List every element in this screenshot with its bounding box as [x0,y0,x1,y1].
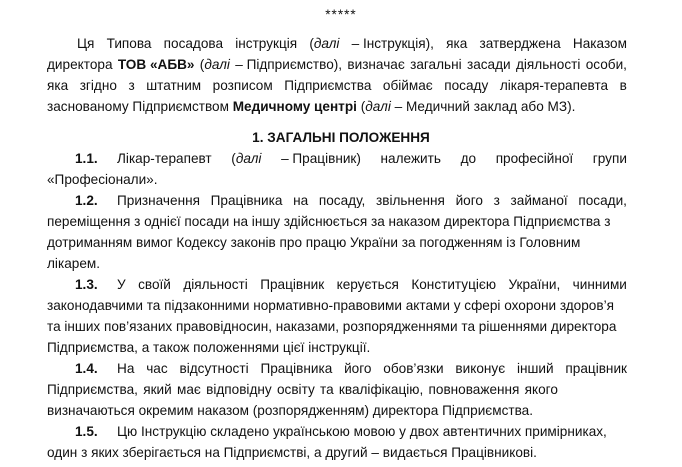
intro-word: Підприємства [284,78,372,93]
intro-line-3 [47,75,627,96]
intro-word: яка [446,36,468,51]
item-1-2-line-4: лікарем. [47,256,101,271]
item-number: 1.4. [75,361,98,376]
intro-word: посадова [163,36,224,51]
company-name: ТОВ «АБВ» [117,57,195,72]
intro-word: затверджена [479,36,561,51]
intro-word: посаду [444,78,489,93]
intro-word: (далі [309,36,340,51]
intro-word: засади [466,57,511,72]
intro-word: Наказом [572,36,627,51]
intro-word: Типова [106,36,152,51]
intro-word: в [619,78,627,93]
intro-line-4: заснованому Підприємством Медичному центрі (далі – Медичний заклад або МЗ). [47,99,576,114]
item-number: 1.3. [75,277,98,292]
item-1-3-line-4: Підприємства, а також положеннями цієї інструкції. [47,340,371,355]
item-1-4-line-2: Підприємства, який має відповідну освіту та кваліфікацію, повноваження якого [47,382,558,397]
intro-word: (далі [199,57,230,72]
intro-line-2 [47,54,627,75]
item-1-5-line-1: 1.5. Цю Інструкцію складено українською мовою у двох автентичних примірниках, [47,421,627,442]
intro-word: з [128,78,135,93]
intro-word: – Підприємство), [235,57,343,72]
item-1-5-line-2: один з яких зберігається на Підприємстві, а другий – видається Працівникові. [47,445,537,460]
medical-center-name: Медичному центрі [232,99,357,114]
item-1-2-line-3: дотриманням вимог Кодексу законів про працю України за погодженням із Головним [47,235,581,250]
section-title: 1. ЗАГАЛЬНІ ПОЛОЖЕННЯ [252,130,430,145]
intro-word: загальні [410,57,462,72]
item-1-3-line-3: та інших пов’язаних правовідносин, наказами, розпорядженнями та рішеннями директора [47,319,617,334]
intro-word: діяльності [515,57,581,72]
intro-word: згідно [79,78,117,93]
intro-word: визначає [347,57,405,72]
intro-word: лікаря-терапевта [499,78,609,93]
intro-word: штатним [146,78,202,93]
intro-word: обіймає [382,78,433,93]
item-1-3-line-1: 1.3. У своїй діяльності Працівник керується Конституцією України, чинними [47,274,627,295]
item-1-2-line-2: переміщення з однієї посади на іншу здійснюється за наказом директора Підприємства з [47,214,611,229]
intro-word: – Інструкція), [351,36,434,51]
separator-stars: ***** [325,7,357,22]
intro-word: особи, [585,57,627,72]
intro-word: Ця [77,36,95,51]
item-word: (далі [231,151,262,166]
item-number: 1.2. [75,193,98,208]
item-1-1-line-1: 1.1. Лікар-терапевт (далі – Працівник) належить до професійної групи [47,148,627,169]
item-1-1-line-2: «Професіонали». [47,172,158,187]
item-1-4-line-3: визначаються окремим наказом (розпорядженням) директора Підприємства. [47,403,534,418]
intro-word: розписом [212,78,273,93]
item-number-wrap: 1.1. Лікар-терапевт [47,148,212,169]
item-1-2-line-1: 1.2. Призначення Працівника на посаду, звільнення його з займаної посади, [47,190,627,211]
intro-word: директора [47,57,113,72]
intro-word: інструкція [235,36,298,51]
intro-word: яка [47,78,69,93]
item-number: 1.1. [75,151,98,166]
item-number: 1.5. [75,424,98,439]
item-1-3-line-2: законодавчими та підзаконними нормативно-правовими актами у сфері охорони здоров’я [47,298,614,313]
item-1-4-line-1: 1.4. На час відсутності Працівника його обов’язки виконує інший працівник [47,358,627,379]
intro-line-1 [77,33,627,54]
